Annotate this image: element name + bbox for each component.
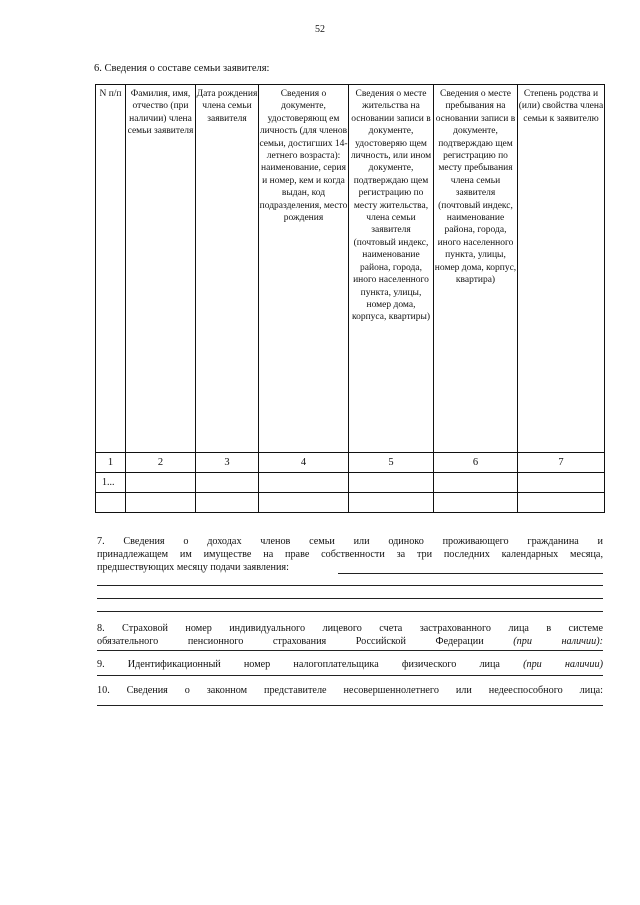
header-number: N п/п: [96, 85, 126, 453]
section-8: [97, 622, 603, 648]
table-cell[interactable]: [96, 493, 126, 513]
section-8-line-2: [97, 635, 603, 648]
table-cell[interactable]: [126, 473, 196, 493]
income-input-line[interactable]: [97, 598, 603, 599]
section-7-line-3: предшествующих месяцу подачи заявления:: [97, 562, 289, 573]
section-6-title: 6. Сведения о составе семьи заявителя:: [94, 63, 270, 74]
header-residence: Сведения о месте жительства на основании записи в документе, удостоверяю щем личность, или ином документе, подтверждаю щем регистрацию по месту жительства, члена семьи заявителя (почтовый индекс, наименование района, города, иного населенного пункта, улицы, номер дома, корпуса, квартиры): [349, 85, 434, 453]
table-cell[interactable]: [196, 473, 259, 493]
section-7-line-1: 7. Сведения о доходах членов семьи или одиноко проживающего гражданина и: [97, 536, 603, 547]
family-composition-table: [95, 84, 605, 513]
table-header-row: [96, 85, 605, 453]
row-marker: 1...: [96, 473, 126, 493]
column-numbers-row: [96, 453, 605, 473]
table-row: [96, 493, 605, 513]
section-9-optional-note: (при наличии): [523, 659, 603, 670]
section-9-text: 9. Идентификационный номер налогоплательщика физического лица: [97, 659, 500, 670]
section-8-line-1: 8. Страховой номер индивидуального лицевого счета застрахованного лица в системе: [97, 623, 603, 634]
section-9-line: [97, 658, 603, 671]
table-cell[interactable]: [518, 473, 605, 493]
table-cell[interactable]: [434, 473, 518, 493]
column-number: 7: [518, 453, 605, 473]
column-number: 3: [196, 453, 259, 473]
table-cell[interactable]: [349, 473, 434, 493]
income-input-line[interactable]: [97, 585, 603, 586]
column-number: 4: [259, 453, 349, 473]
page-number: 52: [315, 24, 325, 35]
column-number: 5: [349, 453, 434, 473]
section-7: [97, 535, 603, 574]
section-10-line: 10. Сведения о законном представителе несовершеннолетнего или недееспособного лица:: [97, 685, 603, 696]
representative-input-line[interactable]: [97, 705, 603, 706]
column-number: 1: [96, 453, 126, 473]
column-number: 6: [434, 453, 518, 473]
column-number: 2: [126, 453, 196, 473]
section-8-line-2-text: обязательного пенсионного страхования Российской Федерации: [97, 636, 484, 647]
header-kinship: Степень родства и (или) свойства члена семьи к заявителю: [518, 85, 605, 453]
section-8-optional-note: (при наличии):: [513, 636, 603, 647]
table-cell[interactable]: [259, 493, 349, 513]
table-cell[interactable]: [434, 493, 518, 513]
header-birth-date: Дата рождения члена семьи заявителя: [196, 85, 259, 453]
table-cell[interactable]: [196, 493, 259, 513]
income-input-line[interactable]: [97, 611, 603, 612]
table-cell[interactable]: [349, 493, 434, 513]
table-row: [96, 473, 605, 493]
snils-input-line[interactable]: [97, 650, 603, 651]
table-cell[interactable]: [518, 493, 605, 513]
section-9: [97, 658, 603, 671]
section-7-line-2: принадлежащем им имуществе на праве собственности за три последних календарных месяца,: [97, 549, 603, 560]
inn-input-line[interactable]: [97, 675, 603, 676]
income-input-line[interactable]: [338, 573, 603, 574]
header-identity-document: Сведения о документе, удостоверяющ ем личность (для членов семьи, достигших 14-летнего возраста): наименование, серия и номер, кем и когда выдан, код подразделения, место рождения: [259, 85, 349, 453]
table-cell[interactable]: [126, 493, 196, 513]
section-10: [97, 684, 603, 697]
table-cell[interactable]: [259, 473, 349, 493]
header-stay-place: Сведения о месте пребывания на основании записи в документе, подтверждаю щем регистрацию по месту пребывания члена семьи заявителя (почтовый индекс, наименование района, города, иного населенного пункта, улицы, номер дома, корпус, квартира): [434, 85, 518, 453]
header-full-name: Фамилия, имя, отчество (при наличии) члена семьи заявителя: [126, 85, 196, 453]
